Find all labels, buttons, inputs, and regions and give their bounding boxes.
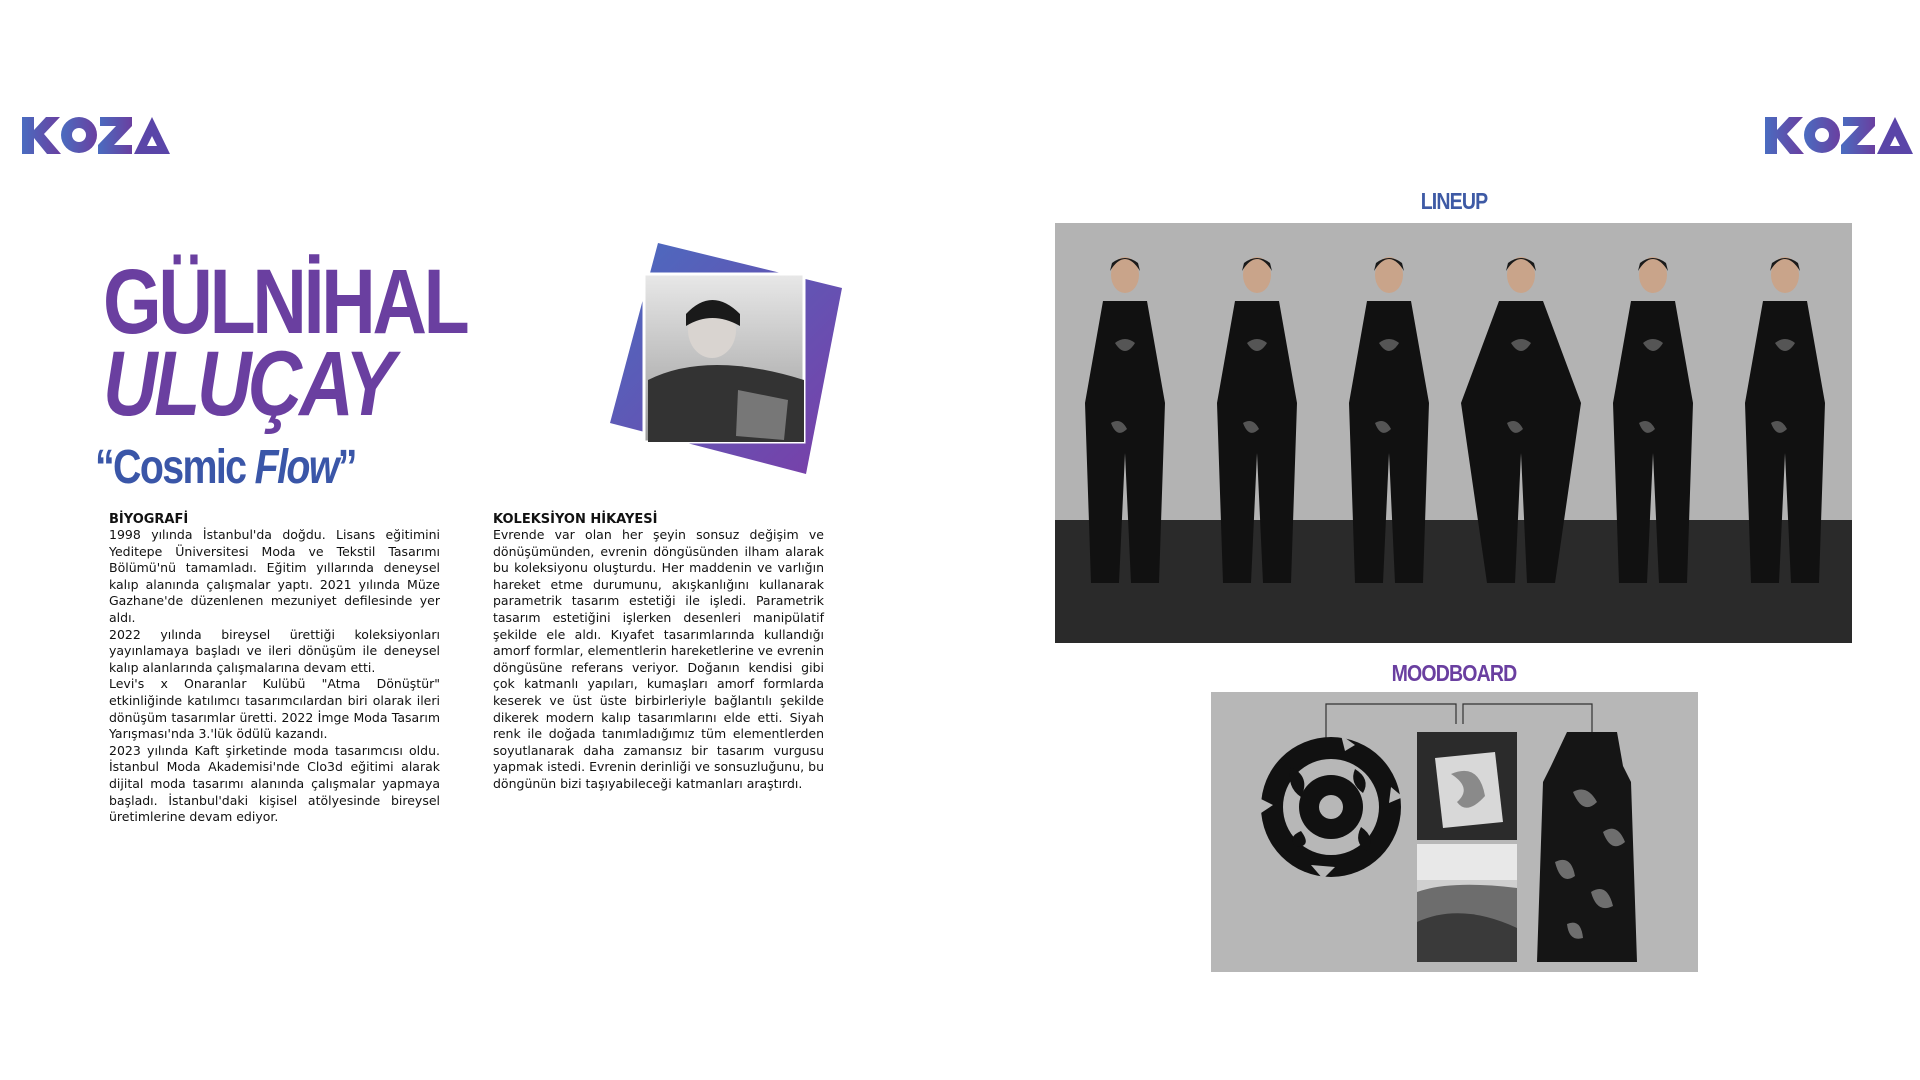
- koza-logo-right: [1763, 114, 1915, 156]
- koza-logo-left: [20, 114, 172, 156]
- moodboard-dress: [1537, 732, 1637, 962]
- designer-last-name: ULUÇAY: [103, 333, 393, 435]
- designer-first-name: GÜLNİHAL: [103, 251, 467, 353]
- collection-name: “Cosmic Flow”: [95, 441, 356, 494]
- moodboard-heading: MOODBOARD: [1391, 660, 1517, 686]
- collection-story-heading: KOLEKSİYON HİKAYESİ: [493, 512, 658, 527]
- biography-text: [109, 527, 440, 826]
- biography-paragraph: 2023 yılında Kaft şirketinde moda tasarımcısı oldu. İstanbul Moda Akademisi'nde Clo3d eğitimi alarak dijital moda tasarımı alanında çalışmalar yapmaya başladı. İstanbul'daki kişisel atölyesinde bireysel üretimlerine devam ediyor.: [109, 742, 440, 825]
- moodboard-image: [1211, 692, 1698, 972]
- biography-paragraph: Levi's x Onaranlar Kulübü "Atma Dönüştür" etkinliğinde katılımcı tasarımcılardan biri olarak ileri dönüşüm tasarımlar üretti. 2022 İmge Moda Tasarım Yarışması'nda 3.'lük ödülü kazandı.: [109, 676, 440, 742]
- biography-paragraph: 1998 yılında İstanbul'da doğdu. Lisans eğitimini Yeditepe Üniversitesi Moda ve Tekstil Tasarımı Bölümü'nü tamamladı. Eğitim yıllarında deneysel kalıp alanında çalışmalar yaptı. 2021 yılında Müze Gazhane'de düzenlenen mezuniyet defilesinde yer aldı.: [109, 527, 440, 625]
- biography-heading: BİYOGRAFİ: [109, 512, 189, 527]
- collection-story-section: [493, 512, 824, 793]
- biography-section: [109, 512, 440, 826]
- designer-portrait: [608, 240, 848, 480]
- collection-story-text: Evrende var olan her şeyin sonsuz değişim ve dönüşümünden, evrenin döngüsünden ilham alarak bu koleksiyonu oluşturdu. Her maddenin ve varlığın hareket etme durumunu, akışkanlığını kullanarak parametrik tasarım estetiği ile işledi. Parametrik tasarım estetiğini işlerken desenleri manipülatif şekilde ele aldı. Kıyafet tasarımlarında kullandığı amorf formlar, elementlerin hareketlerine ve evrenin döngüsüne referans veriyor. Doğanın kendisi gibi çok katmanlı yapıları, kumaşları amorf formlarda keserek ve üst üste birbirleriyle bağlantılı şekilde dikerek modern kalıp tasarımlarını elde etti. Siyah renk ile doğada tanımladığımız tüm elementlerden soyutlanarak daha zamansız bir tasarım vurgusu yapmak istedi. Evrenin derinliği ve sonsuzluğunu, bu döngünün bizi taşıyabileceği katmanları araştırdı.: [493, 527, 824, 791]
- lineup-image: [1055, 223, 1852, 643]
- lineup-heading: LINEUP: [1420, 188, 1488, 214]
- biography-paragraph: 2022 yılında bireysel ürettiği koleksiyonları yayınlamaya başladı ve ileri dönüşüm ile deneysel kalıp alanlarında çalışmalarına devam etti.: [109, 626, 440, 675]
